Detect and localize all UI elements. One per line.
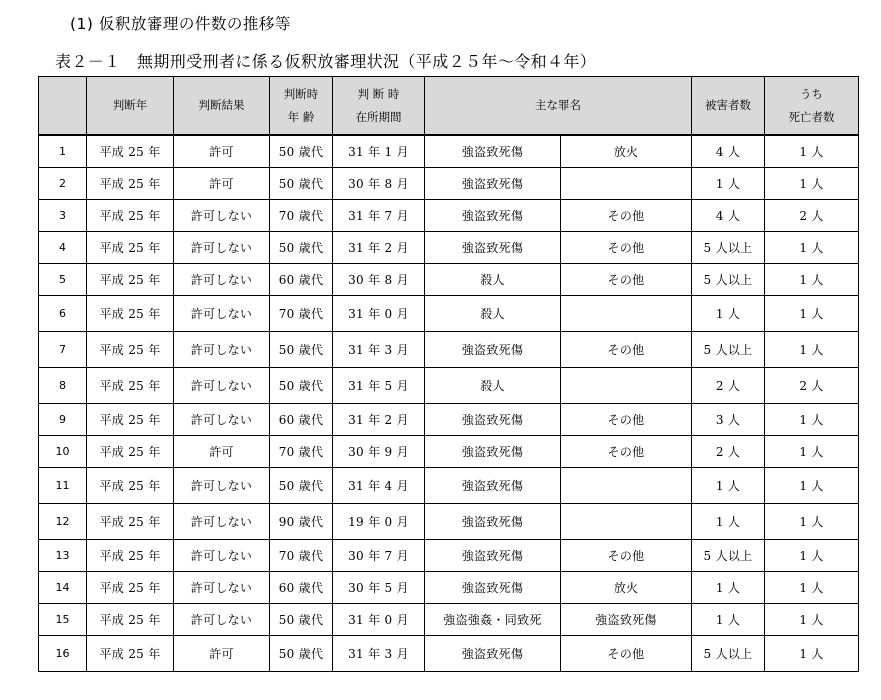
cell-result: 許可しない [174, 504, 270, 540]
cell-crime-secondary: 放火 [561, 572, 692, 604]
cell-deaths: 1 人 [765, 168, 859, 200]
cell-year: 平成 25 年 [87, 636, 174, 672]
cell-term: 30 年 9 月 [333, 436, 425, 468]
cell-no: 11 [39, 468, 87, 504]
table-row [39, 168, 859, 200]
cell-year: 平成 25 年 [87, 368, 174, 404]
cell-deaths: 1 人 [765, 436, 859, 468]
cell-year: 平成 25 年 [87, 540, 174, 572]
table-row [39, 436, 859, 468]
cell-deaths: 1 人 [765, 540, 859, 572]
cell-crime-primary: 強盗致死傷 [425, 468, 561, 504]
cell-victims: 3 人 [692, 404, 765, 436]
table-row [39, 504, 859, 540]
table-body [39, 135, 859, 672]
cell-year: 平成 25 年 [87, 468, 174, 504]
cell-result: 許可 [174, 436, 270, 468]
cell-age: 70 歳代 [270, 540, 333, 572]
cell-crime-primary: 強盗致死傷 [425, 168, 561, 200]
cell-victims: 1 人 [692, 468, 765, 504]
table-header [39, 77, 859, 136]
cell-year: 平成 25 年 [87, 572, 174, 604]
table-row [39, 468, 859, 504]
cell-result: 許可しない [174, 296, 270, 332]
header-deaths [765, 77, 859, 136]
cell-deaths: 1 人 [765, 468, 859, 504]
cell-victims: 1 人 [692, 504, 765, 540]
cell-term: 31 年 2 月 [333, 404, 425, 436]
table-row [39, 540, 859, 572]
cell-victims: 4 人 [692, 200, 765, 232]
cell-no: 7 [39, 332, 87, 368]
table-row [39, 264, 859, 296]
cell-year: 平成 25 年 [87, 504, 174, 540]
cell-no: 9 [39, 404, 87, 436]
cell-no: 16 [39, 636, 87, 672]
cell-term: 31 年 0 月 [333, 604, 425, 636]
cell-victims: 5 人以上 [692, 232, 765, 264]
cell-term: 31 年 7 月 [333, 200, 425, 232]
cell-year: 平成 25 年 [87, 232, 174, 264]
cell-no: 13 [39, 540, 87, 572]
cell-crime-primary: 強盗致死傷 [425, 232, 561, 264]
header-term-line1: 判 断 時 [357, 86, 400, 101]
header-deaths-line2: 死亡者数 [788, 109, 835, 124]
cell-crime-primary: 強盗強姦・同致死 [425, 604, 561, 636]
cell-no: 1 [39, 135, 87, 168]
header-age-line1: 判断時 [283, 86, 319, 101]
cell-term: 31 年 4 月 [333, 468, 425, 504]
cell-term: 30 年 5 月 [333, 572, 425, 604]
table-caption: 表２－１ 無期刑受刑者に係る仮釈放審理状況（平成２５年～令和４年） [55, 52, 597, 71]
table-row [39, 200, 859, 232]
cell-crime-secondary [561, 168, 692, 200]
header-term-line2: 在所期間 [355, 109, 402, 124]
cell-crime-primary: 強盗致死傷 [425, 504, 561, 540]
cell-victims: 5 人以上 [692, 540, 765, 572]
cell-no: 4 [39, 232, 87, 264]
header-no [39, 77, 87, 136]
cell-no: 15 [39, 604, 87, 636]
header-crime: 主な罪名 [425, 77, 692, 136]
cell-deaths: 1 人 [765, 264, 859, 296]
cell-result: 許可 [174, 168, 270, 200]
cell-crime-primary: 強盗致死傷 [425, 404, 561, 436]
cell-age: 50 歳代 [270, 368, 333, 404]
cell-age: 50 歳代 [270, 636, 333, 672]
cell-result: 許可しない [174, 332, 270, 368]
cell-no: 14 [39, 572, 87, 604]
cell-crime-primary: 強盗致死傷 [425, 636, 561, 672]
cell-year: 平成 25 年 [87, 168, 174, 200]
cell-crime-secondary [561, 468, 692, 504]
cell-crime-secondary: その他 [561, 232, 692, 264]
header-year: 判断年 [87, 77, 174, 136]
header-age [270, 77, 333, 136]
table-row [39, 604, 859, 636]
cell-result: 許可しない [174, 540, 270, 572]
cell-no: 8 [39, 368, 87, 404]
cell-age: 70 歳代 [270, 200, 333, 232]
cell-no: 5 [39, 264, 87, 296]
cell-age: 60 歳代 [270, 404, 333, 436]
parole-review-table [38, 76, 859, 672]
cell-victims: 5 人以上 [692, 264, 765, 296]
cell-result: 許可しない [174, 264, 270, 296]
cell-deaths: 1 人 [765, 636, 859, 672]
cell-year: 平成 25 年 [87, 135, 174, 168]
cell-age: 70 歳代 [270, 296, 333, 332]
cell-term: 31 年 3 月 [333, 636, 425, 672]
cell-age: 50 歳代 [270, 232, 333, 264]
cell-result: 許可しない [174, 368, 270, 404]
table-row [39, 332, 859, 368]
cell-deaths: 1 人 [765, 404, 859, 436]
cell-deaths: 1 人 [765, 604, 859, 636]
cell-age: 50 歳代 [270, 135, 333, 168]
cell-deaths: 1 人 [765, 232, 859, 264]
cell-age: 60 歳代 [270, 572, 333, 604]
header-result: 判断結果 [174, 77, 270, 136]
cell-age: 50 歳代 [270, 604, 333, 636]
cell-crime-primary: 殺人 [425, 264, 561, 296]
cell-result: 許可しない [174, 200, 270, 232]
cell-year: 平成 25 年 [87, 604, 174, 636]
cell-result: 許可しない [174, 232, 270, 264]
table-row [39, 636, 859, 672]
cell-no: 12 [39, 504, 87, 540]
cell-crime-primary: 強盗致死傷 [425, 332, 561, 368]
cell-result: 許可しない [174, 572, 270, 604]
cell-result: 許可 [174, 636, 270, 672]
cell-victims: 2 人 [692, 368, 765, 404]
cell-age: 70 歳代 [270, 436, 333, 468]
cell-victims: 5 人以上 [692, 636, 765, 672]
cell-victims: 1 人 [692, 168, 765, 200]
cell-age: 60 歳代 [270, 264, 333, 296]
cell-crime-primary: 強盗致死傷 [425, 200, 561, 232]
cell-victims: 1 人 [692, 604, 765, 636]
cell-victims: 1 人 [692, 296, 765, 332]
cell-crime-secondary: その他 [561, 200, 692, 232]
cell-crime-secondary: その他 [561, 636, 692, 672]
cell-result: 許可しない [174, 404, 270, 436]
cell-deaths: 2 人 [765, 368, 859, 404]
cell-deaths: 2 人 [765, 200, 859, 232]
cell-year: 平成 25 年 [87, 404, 174, 436]
cell-no: 3 [39, 200, 87, 232]
cell-crime-secondary: その他 [561, 332, 692, 368]
cell-victims: 4 人 [692, 135, 765, 168]
cell-term: 31 年 5 月 [333, 368, 425, 404]
cell-crime-primary: 強盗致死傷 [425, 436, 561, 468]
cell-term: 30 年 8 月 [333, 264, 425, 296]
cell-crime-secondary [561, 504, 692, 540]
cell-deaths: 1 人 [765, 332, 859, 368]
cell-age: 50 歳代 [270, 168, 333, 200]
cell-year: 平成 25 年 [87, 264, 174, 296]
cell-term: 31 年 2 月 [333, 232, 425, 264]
cell-crime-primary: 殺人 [425, 368, 561, 404]
table-row [39, 368, 859, 404]
cell-result: 許可 [174, 135, 270, 168]
cell-no: 6 [39, 296, 87, 332]
cell-crime-primary: 強盗致死傷 [425, 135, 561, 168]
cell-crime-secondary [561, 368, 692, 404]
table-row [39, 572, 859, 604]
cell-victims: 1 人 [692, 572, 765, 604]
cell-deaths: 1 人 [765, 296, 859, 332]
cell-crime-secondary: その他 [561, 264, 692, 296]
cell-crime-secondary: その他 [561, 436, 692, 468]
cell-year: 平成 25 年 [87, 436, 174, 468]
cell-term: 30 年 7 月 [333, 540, 425, 572]
cell-term: 30 年 8 月 [333, 168, 425, 200]
table-row [39, 296, 859, 332]
cell-crime-secondary: その他 [561, 404, 692, 436]
cell-crime-secondary [561, 296, 692, 332]
cell-term: 19 年 0 月 [333, 504, 425, 540]
cell-no: 10 [39, 436, 87, 468]
section-heading: (1) 仮釈放審理の件数の推移等 [70, 15, 291, 33]
cell-year: 平成 25 年 [87, 332, 174, 368]
cell-age: 90 歳代 [270, 504, 333, 540]
cell-term: 31 年 1 月 [333, 135, 425, 168]
cell-year: 平成 25 年 [87, 296, 174, 332]
header-victims: 被害者数 [692, 77, 765, 136]
cell-crime-primary: 強盗致死傷 [425, 572, 561, 604]
header-deaths-line1: うち [800, 86, 823, 101]
cell-crime-primary: 強盗致死傷 [425, 540, 561, 572]
table-row [39, 232, 859, 264]
cell-year: 平成 25 年 [87, 200, 174, 232]
table-row [39, 135, 859, 168]
cell-age: 50 歳代 [270, 468, 333, 504]
cell-result: 許可しない [174, 604, 270, 636]
cell-victims: 2 人 [692, 436, 765, 468]
header-term [333, 77, 425, 136]
cell-crime-primary: 殺人 [425, 296, 561, 332]
cell-crime-secondary: その他 [561, 540, 692, 572]
cell-deaths: 1 人 [765, 135, 859, 168]
cell-term: 31 年 0 月 [333, 296, 425, 332]
cell-crime-secondary: 強盗致死傷 [561, 604, 692, 636]
header-age-line2: 年 齢 [287, 109, 315, 124]
cell-deaths: 1 人 [765, 504, 859, 540]
cell-result: 許可しない [174, 468, 270, 504]
cell-age: 50 歳代 [270, 332, 333, 368]
cell-no: 2 [39, 168, 87, 200]
table-row [39, 404, 859, 436]
cell-crime-secondary: 放火 [561, 135, 692, 168]
cell-victims: 5 人以上 [692, 332, 765, 368]
cell-term: 31 年 3 月 [333, 332, 425, 368]
cell-deaths: 1 人 [765, 572, 859, 604]
